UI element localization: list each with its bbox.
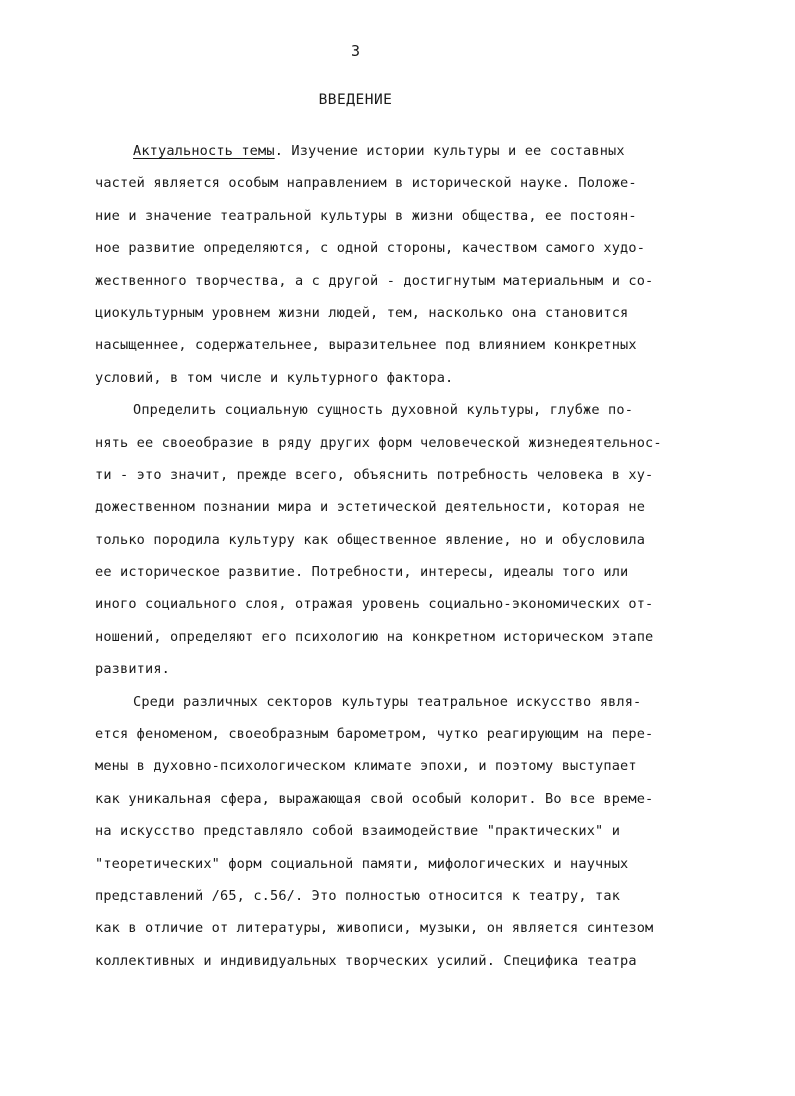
line-text: представлений /65, с.56/. Это полностью относится к театру, так <box>95 887 621 904</box>
text-line <box>95 495 715 527</box>
line-text: условий, в том числе и культурного фактора. <box>95 369 454 386</box>
line-text: Определить социальную сущность духовной культуры, глубже по- <box>133 402 634 419</box>
text-line <box>95 916 715 948</box>
line-text: ношений, определяют его психологию на конкретном историческом этапе <box>95 628 654 645</box>
text-line <box>95 139 715 171</box>
body-text <box>95 139 715 981</box>
line-text: ее историческое развитие. Потребности, интересы, идеалы того или <box>95 564 629 581</box>
underlined-term: Актуальность темы <box>133 143 275 159</box>
text-line <box>95 690 715 722</box>
line-text: циокультурным уровнем жизни людей, тем, насколько она становится <box>95 304 629 321</box>
text-line <box>95 787 715 819</box>
text-line <box>95 236 715 268</box>
line-text: жественного творчества, а с другой - достигнутым материальным и со- <box>95 272 654 289</box>
line-text: . Изучение истории культуры и ее составных <box>274 143 625 159</box>
text-line <box>95 852 715 884</box>
page-title: ВВЕДЕНИЕ <box>318 92 393 108</box>
line-text: Среди различных секторов культуры театральное искусство явля- <box>133 693 642 710</box>
text-line <box>95 528 715 560</box>
line-text: развития. <box>95 661 171 678</box>
line-text: как уникальная сфера, выражающая свой особый колорит. Во все време- <box>95 790 654 807</box>
text-line <box>95 657 715 689</box>
line-text: ти - это значит, прежде всего, объяснить потребность человека в ху- <box>95 466 654 483</box>
text-line <box>95 625 715 657</box>
line-text: иного социального слоя, отражая уровень социально-экономических от- <box>95 596 654 613</box>
line-text: ется феноменом, своеобразным барометром, чутко реагирующим на пере- <box>95 726 654 743</box>
line-text: только породила культуру как общественное явление, но и обусловила <box>95 531 646 548</box>
text-line <box>95 269 715 301</box>
text-line <box>95 171 715 203</box>
line-text: коллективных и индивидуальных творческих усилий. Специфика театра <box>95 952 637 969</box>
text-line <box>95 333 715 365</box>
text-line <box>95 463 715 495</box>
text-line <box>95 949 715 981</box>
page-number: 3 <box>350 42 361 60</box>
text-line <box>95 204 715 236</box>
text-line <box>95 754 715 786</box>
line-text: нять ее своеобразие в ряду других форм человеческой жизнедеятельнос- <box>95 434 662 451</box>
text-line <box>95 592 715 624</box>
text-line <box>95 560 715 592</box>
text-line <box>95 431 715 463</box>
text-line <box>95 819 715 851</box>
line-text: частей является особым направлением в исторической науке. Положе- <box>95 175 637 192</box>
line-text: дожественном познании мира и эстетической деятельности, которая не <box>95 499 646 516</box>
text-line <box>95 366 715 398</box>
line-text: ное развитие определяются, с одной стороны, качеством самого худо- <box>95 240 646 257</box>
line-text: "теоретических" форм социальной памяти, мифологических и научных <box>95 855 629 872</box>
text-line <box>95 722 715 754</box>
line-text: насыщеннее, содержательнее, выразительнее под влиянием конкретных <box>95 337 637 354</box>
line-text: мены в духовно-психологическом климате эпохи, и поэтому выступает <box>95 758 637 775</box>
line-text: на искусство представляло собой взаимодействие "практических" и <box>95 823 621 840</box>
text-line <box>95 884 715 916</box>
line-text: как в отличие от литературы, живописи, музыки, он является синтезом <box>95 920 654 937</box>
line-text: ние и значение театральной культуры в жизни общества, ее постоян- <box>95 207 637 224</box>
text-line <box>95 301 715 333</box>
text-line <box>95 398 715 430</box>
